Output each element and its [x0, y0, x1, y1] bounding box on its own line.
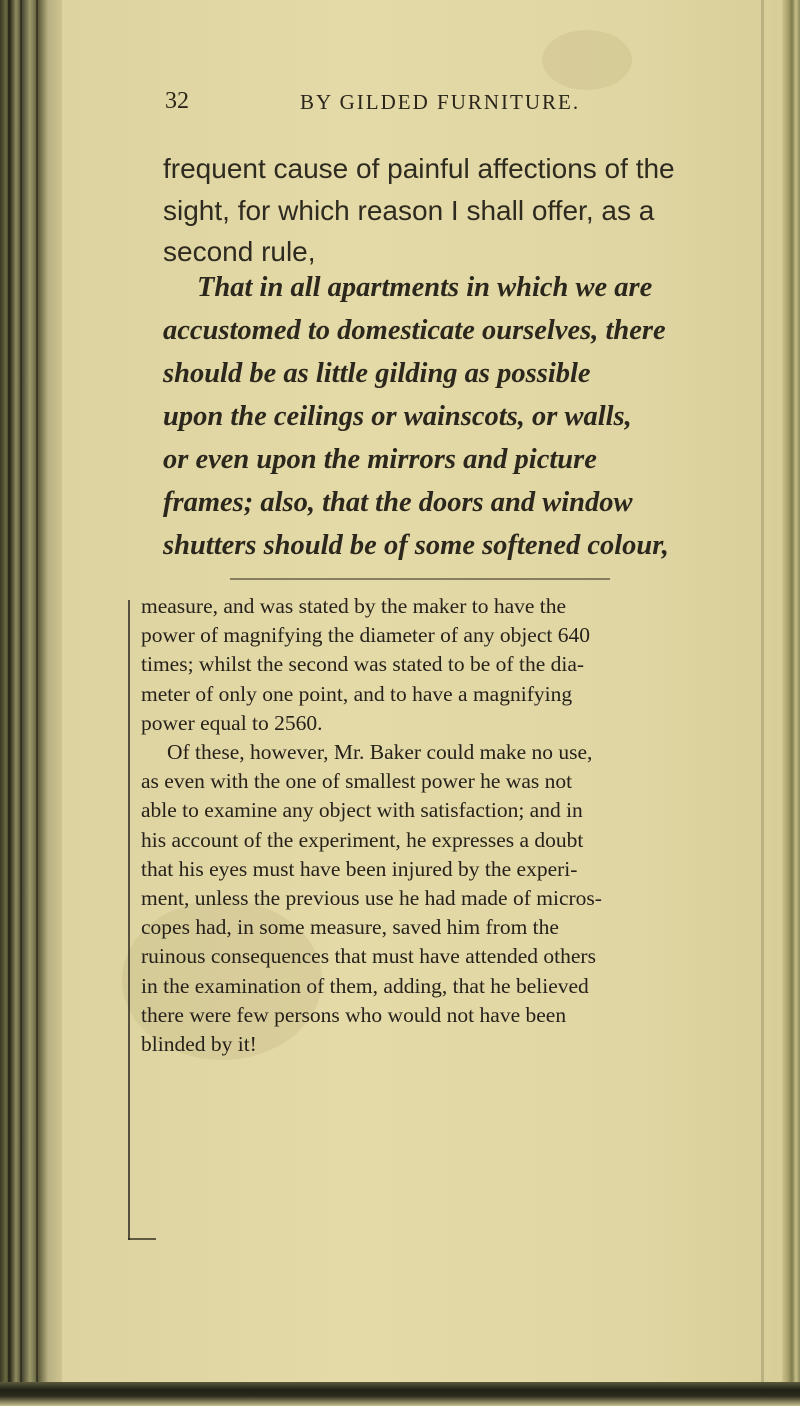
footnote-line: times; whilst the second was stated to be of the dia- — [141, 652, 585, 677]
footnote-margin-bracket-end — [128, 1238, 156, 1248]
page-header — [165, 88, 685, 128]
page-right-edge — [782, 0, 800, 1406]
footnote-line: ment, unless the previous use he had made of micros- — [141, 886, 602, 911]
text-line: shutters should be of some softened colour, — [163, 530, 669, 561]
text-line: second rule, — [163, 236, 316, 267]
italic-rule-paragraph — [163, 266, 743, 567]
text-line: or even upon the mirrors and picture — [163, 444, 597, 475]
footnote-line: that his eyes must have been injured by the experi- — [141, 856, 578, 881]
footnote-line: able to examine any object with satisfaction; and in — [141, 798, 583, 823]
footnote-line: in the examination of them, adding, that he believed — [141, 973, 589, 998]
footnote-line: Of these, however, Mr. Baker could make no use, — [167, 740, 593, 765]
page-number: 32 — [165, 88, 189, 114]
footnote-line: as even with the one of smallest power he was not — [141, 769, 573, 794]
footnote-line: meter of only one point, and to have a magnifying — [141, 681, 573, 706]
footnote-line: there were few persons who would not have been — [141, 1002, 567, 1027]
text-line: That in all apartments in which we are — [197, 272, 653, 303]
footnote-line: copes had, in some measure, saved him from the — [141, 915, 559, 940]
text-line: should be as little gilding as possible — [163, 358, 591, 389]
binding-line — [36, 0, 38, 1406]
page-bottom-edge — [0, 1382, 800, 1406]
footnote-line: blinded by it! — [141, 1032, 257, 1057]
footnote-line: power equal to 2560. — [141, 710, 323, 735]
footnote-line: his account of the experiment, he expresses a doubt — [141, 827, 584, 852]
binding-line — [20, 0, 22, 1406]
paper-stain — [542, 30, 632, 90]
binding-line — [8, 0, 10, 1406]
text-line: frequent cause of painful affections of the — [163, 153, 675, 184]
text-line: upon the ceilings or wainscots, or walls, — [163, 401, 632, 432]
footnote-line: power of magnifying the diameter of any object 640 — [141, 623, 590, 648]
body-paragraph — [163, 148, 743, 273]
footnote — [141, 592, 741, 1059]
page-right-shadow — [761, 0, 764, 1406]
footnote-divider — [230, 578, 610, 580]
text-line: sight, for which reason I shall offer, as a — [163, 194, 655, 226]
text-line: frames; also, that the doors and window — [163, 487, 633, 518]
footnote-line: ruinous consequences that must have attended others — [141, 944, 596, 969]
footnote-margin-bracket — [128, 600, 140, 1240]
text-line: accustomed to domesticate ourselves, there — [163, 315, 666, 346]
footnote-line: measure, and was stated by the maker to have the — [141, 594, 567, 618]
running-head: BY GILDED FURNITURE. — [300, 90, 581, 114]
